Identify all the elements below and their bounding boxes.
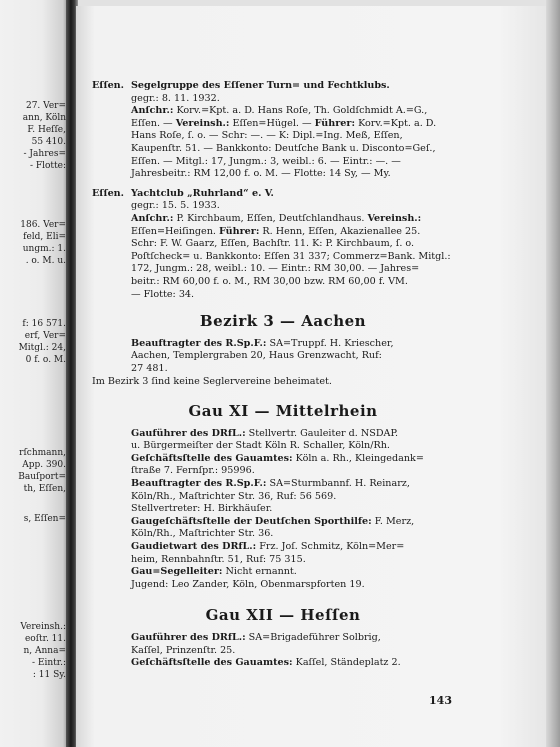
left-page-line: Vereinsh.: (20, 622, 66, 632)
text-run: P. Kirchbaum, Eſſen, Deutſchlandhaus. (173, 212, 368, 224)
entry-line (131, 130, 473, 143)
left-page-line: ann, Köln (22, 113, 66, 123)
text-run: Stellvertreter: H. Birkhäuſer. (131, 503, 273, 515)
left-page-line: App. 390. (22, 460, 66, 470)
entry-line (131, 251, 473, 264)
left-page-line: th, Eſſen, (23, 484, 66, 494)
entry-line (131, 276, 473, 289)
left-page-line: : 11 Sy. (32, 670, 66, 680)
entry-line (131, 93, 473, 106)
gau11-line (131, 579, 473, 592)
page-edge (546, 0, 560, 747)
text-run: Kaſſel, Ständeplatz 2. (292, 657, 401, 669)
bezirk-line (131, 338, 473, 351)
left-page-line: feld, Eli= (23, 232, 66, 242)
bezirk-line (131, 363, 473, 376)
text-run: gegr.: 15. 5. 1933. (131, 200, 220, 212)
gau11-line (131, 503, 473, 516)
gau11-line (131, 440, 473, 453)
text-run: Frz. Joſ. Schmitz, Köln=Mer= (256, 541, 405, 552)
entry-body (131, 80, 473, 181)
left-page-line: eoſtr. 11. (24, 634, 66, 644)
left-page-line: . o. M. u. (25, 256, 66, 266)
text-run: R. Henn, Eſſen, Akazienallee 25. (259, 225, 421, 237)
gau11-line (131, 491, 473, 504)
bold-label: Vereinsh.: (367, 212, 422, 224)
text-run: beitr.: RM 60,00 f. o. M., RM 30,00 bzw. RM 60,00 f. VM. (131, 275, 408, 287)
entry-line (131, 213, 473, 226)
text-run: Eſſen. — (131, 117, 176, 129)
bold-label: Beauftragter des R.Sp.F.: (131, 478, 267, 490)
text-run: Jahresbeitr.: RM 12,00 f. o. M. — Flotte: 14 Sy, — My. (131, 168, 391, 180)
entry-line (131, 226, 473, 239)
bold-label: Geſchäftsſtelle des Gauamtes: (131, 452, 293, 464)
gau-11-block (131, 428, 473, 592)
text-run: Jugend: Leo Zander, Köln, Obenmarspforten 19. (131, 578, 365, 590)
left-page-line: 186. Ver= (20, 220, 66, 230)
bold-label: Vereinsh.: (175, 117, 230, 129)
left-page (0, 0, 70, 747)
gau11-line (131, 528, 473, 541)
entry-line (131, 156, 473, 169)
gau11-line (131, 465, 473, 478)
bezirk-line (131, 350, 473, 363)
text-run: heim, Rennbahnſtr. 51, Ruf: 75 315. (131, 553, 306, 565)
gau12-line (131, 632, 473, 645)
left-page-line: s, Eſſen= (23, 514, 66, 524)
entry-line (131, 143, 473, 156)
entry-line (131, 168, 473, 181)
gau-12-block (131, 632, 473, 670)
left-page-line: erf, Ver= (24, 331, 66, 341)
text-run: u. Bürgermeiſter der Stadt Köln R. Schaller, Köln/Rh. (131, 440, 390, 452)
club-entries (93, 80, 473, 301)
gau11-line (131, 566, 473, 579)
left-page-line: n, Anna= (23, 646, 66, 656)
text-run: Hans Roſe, ſ. o. — Schr: —. — K: Dipl.=Ing. Meß, Eſſen, (131, 130, 403, 142)
entry-line (131, 289, 473, 302)
gau12-line (131, 657, 473, 670)
gau11-line (131, 453, 473, 466)
text-run: Korv.=Kpt. a. D. (355, 117, 437, 129)
heading-gau-12: Gau XII — Heſſen (205, 606, 361, 625)
text-run: 172, Jungm.: 28, weibl.: 10. — Eintr.: RM 30,00. — Jahres= (131, 263, 420, 275)
gau11-line (131, 554, 473, 567)
entry-line (131, 118, 473, 131)
gau11-line (131, 478, 473, 491)
left-page-line: f: 16 571. (22, 319, 66, 329)
bold-label: Gaudietwart des DRfL.: (131, 541, 257, 552)
heading-bezirk-3: Bezirk 3 — Aachen (199, 312, 367, 331)
left-page-line: - Jahres= (23, 149, 66, 159)
text-run: Kaſſel, Prinzenſtr. 25. (131, 644, 236, 656)
left-page-line: rſchmann, (19, 448, 66, 458)
club-name: Segelgruppe des Eſſener Turn= und Fechtklubs. (131, 80, 390, 91)
text-run: Stellvertr. Gauleiter d. NSDAP. (245, 427, 399, 439)
bold-label: Führer: (219, 225, 260, 237)
text-run: Kaupenſtr. 51. — Bankkonto: Deutſche Bank u. Disconto=Geſ., (131, 142, 436, 154)
left-page-line: Mitgl.: 24, (18, 343, 66, 353)
text-run: F. Merz, (371, 515, 415, 527)
bold-label: Beauftragter des R.Sp.F.: (131, 337, 267, 349)
club-entry (93, 80, 473, 181)
text-run: Aachen, Templergraben 20, Haus Grenzwacht, Ruf: (131, 350, 382, 362)
text-run: gegr.: 8. 11. 1932. (131, 92, 220, 104)
bold-label: Gauführer des DRfL.: (131, 631, 246, 643)
left-page-line: - Eintr.: (32, 658, 66, 668)
left-page-line: 0 f. o. M. (25, 355, 66, 365)
entry-body (131, 188, 473, 301)
text-run: SA=Brigadeführer Solbrig, (245, 631, 381, 643)
entry-line (131, 238, 473, 251)
text-run: 27 481. (131, 362, 168, 374)
bold-label: Gaugeſchäftsſtelle der Deutſchen Sporthilfe: (131, 515, 372, 527)
text-run: Köln/Rh., Maſtrichter Str. 36. (131, 528, 274, 540)
entry-city: Eſſen. (92, 187, 124, 199)
bezirk-3-block (131, 338, 473, 376)
entry-city: Eſſen. (92, 80, 124, 91)
bezirk-3-note: Im Bezirk 3 ſind keine Seglervereine beheimatet. (92, 376, 332, 388)
text-run: — Flotte: 34. (131, 288, 195, 300)
bold-label: Anſchr.: (131, 105, 174, 117)
bold-label: Geſchäftsſtelle des Gauamtes: (131, 657, 293, 669)
text-run: Korv.=Kpt. a. D. Hans Roſe, Th. Goldſchmidt A.=G., (173, 105, 428, 117)
entry-line (131, 200, 473, 213)
text-run: Köln a. Rh., Kleingedank= (292, 452, 424, 464)
text-run: Eſſen=Heiſingen. (131, 225, 220, 237)
text-run: SA=Sturmbannf. H. Reinarz, (266, 478, 410, 490)
left-page-line: ungm.: 1. (22, 244, 66, 254)
left-page-line: F. Heſſe, (27, 125, 66, 135)
text-run: ſtraße 7. Fernſpr.: 95996. (131, 465, 255, 477)
gau11-line (131, 428, 473, 441)
bold-label: Gauführer des DRfL.: (131, 427, 246, 439)
left-page-line: 55 410. (31, 137, 66, 147)
text-run: Eſſen=Hügel. — (229, 117, 315, 129)
club-entry (93, 188, 473, 301)
text-run: Schr: F. W. Gaarz, Eſſen, Bachſtr. 11. K: P. Kirchbaum, ſ. o. (131, 238, 415, 250)
gau12-line (131, 645, 473, 658)
page-content (93, 80, 473, 670)
text-run: Köln/Rh., Maſtrichter Str. 36, Ruf: 56 569. (131, 490, 337, 502)
gau11-line (131, 541, 473, 554)
bold-label: Führer: (314, 117, 356, 129)
entry-line (131, 105, 473, 118)
text-run: Nicht ernannt. (222, 566, 297, 578)
left-page-line: 27. Ver= (25, 101, 66, 111)
text-run: Eſſen. — Mitgl.: 17, Jungm.: 3, weibl.: 6. — Eintr.: —. — (131, 155, 401, 167)
bold-label: Gau=Segelleiter: (131, 566, 223, 578)
text-run: SA=Truppf. H. Kriescher, (266, 337, 394, 349)
left-page-line: Bauſport= (18, 472, 66, 482)
entry-line (131, 263, 473, 276)
gau11-line (131, 516, 473, 529)
bold-label: Anſchr.: (131, 212, 174, 224)
heading-gau-11: Gau XI — Mittelrhein (188, 402, 378, 421)
text-run: Poſtſcheck= u. Bankkonto: Eſſen 31 337; Commerz=Bank. Mitgl.: (131, 250, 451, 262)
club-name: Yachtclub „Ruhrland“ e. V. (131, 187, 274, 199)
left-page-line: - Flotte: (29, 161, 66, 171)
page-number: 143 (429, 694, 452, 707)
